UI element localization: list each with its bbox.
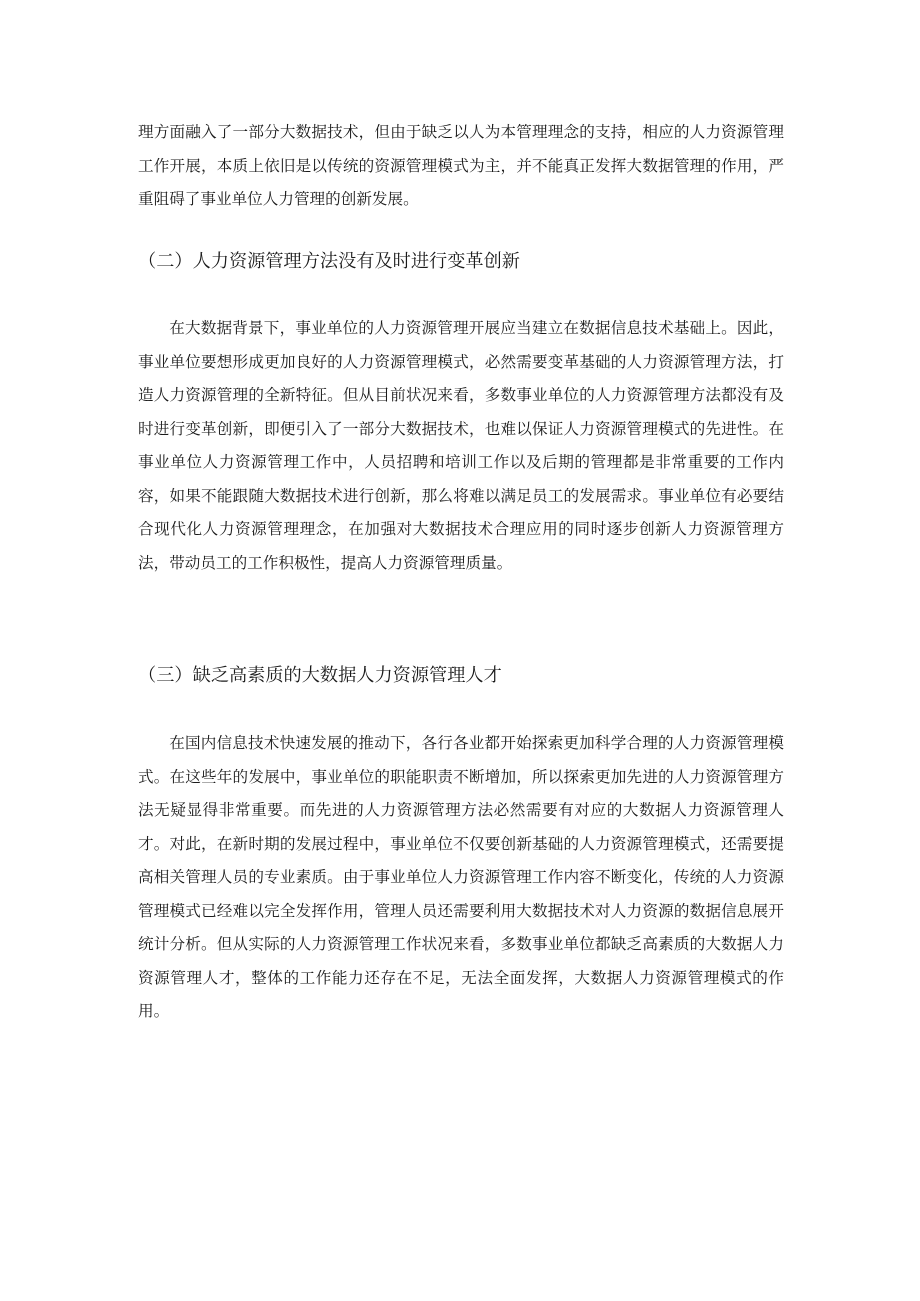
section-2-heading: （二）人力资源管理方法没有及时进行变革创新 — [138, 251, 520, 272]
section-3-heading: （三）缺乏高素质的大数据人力资源管理人才 — [138, 665, 502, 686]
section-2-paragraph: 在大数据背景下，事业单位的人力资源管理开展应当建立在数据信息技术基础上。因此，事业单位要想形成更加良好的人力资源管理模式，必然需要变革基础的人力资源管理方法，打造人力资源管理的全新特征。但从目前状况来看，多数事业单位的人力资源管理方法都没有及时进行变革创新，即便引入了一部分大数据技术，也难以保证人力资源管理模式的先进性。在事业单位人力资源管理工作中，人员招聘和培训工作以及后期的管理都是非常重要的工作内容，如果不能跟随大数据技术进行创新，那么将难以满足员工的发展需求。事业单位有必要结合现代化人力资源管理理念，在加强对大数据技术合理应用的同时逐步创新人力资源管理方法，带动员工的工作积极性，提高人力资源管理质量。 — [138, 319, 784, 572]
intro-paragraph: 理方面融入了一部分大数据技术，但由于缺乏以人为本管理理念的支持，相应的人力资源管理工作开展，本质上依旧是以传统的资源管理模式为主，并不能真正发挥大数据管理的作用，严重阻碍了事业单位人力管理的创新发展。 — [138, 123, 784, 208]
section-3-paragraph: 在国内信息技术快速发展的推动下，各行各业都开始探索更加科学合理的人力资源管理模式。在这些年的发展中，事业单位的职能职责不断增加，所以探索更加先进的人力资源管理方法无疑显得非常重要。而先进的人力资源管理方法必然需要有对应的大数据人力资源管理人才。对此，在新时期的发展过程中，事业单位不仅要创新基础的人力资源管理模式，还需要提高相关管理人员的专业素质。由于事业单位人力资源管理工作内容不断变化，传统的人力资源管理模式已经难以完全发挥作用，管理人员还需要利用大数据技术对人力资源的数据信息展开统计分析。但从实际的人力资源管理工作状况来看，多数事业单位都缺乏高素质的大数据人力资源管理人才，整体的工作能力还存在不足，无法全面发挥，大数据人力资源管理模式的作用。 — [138, 734, 784, 1020]
